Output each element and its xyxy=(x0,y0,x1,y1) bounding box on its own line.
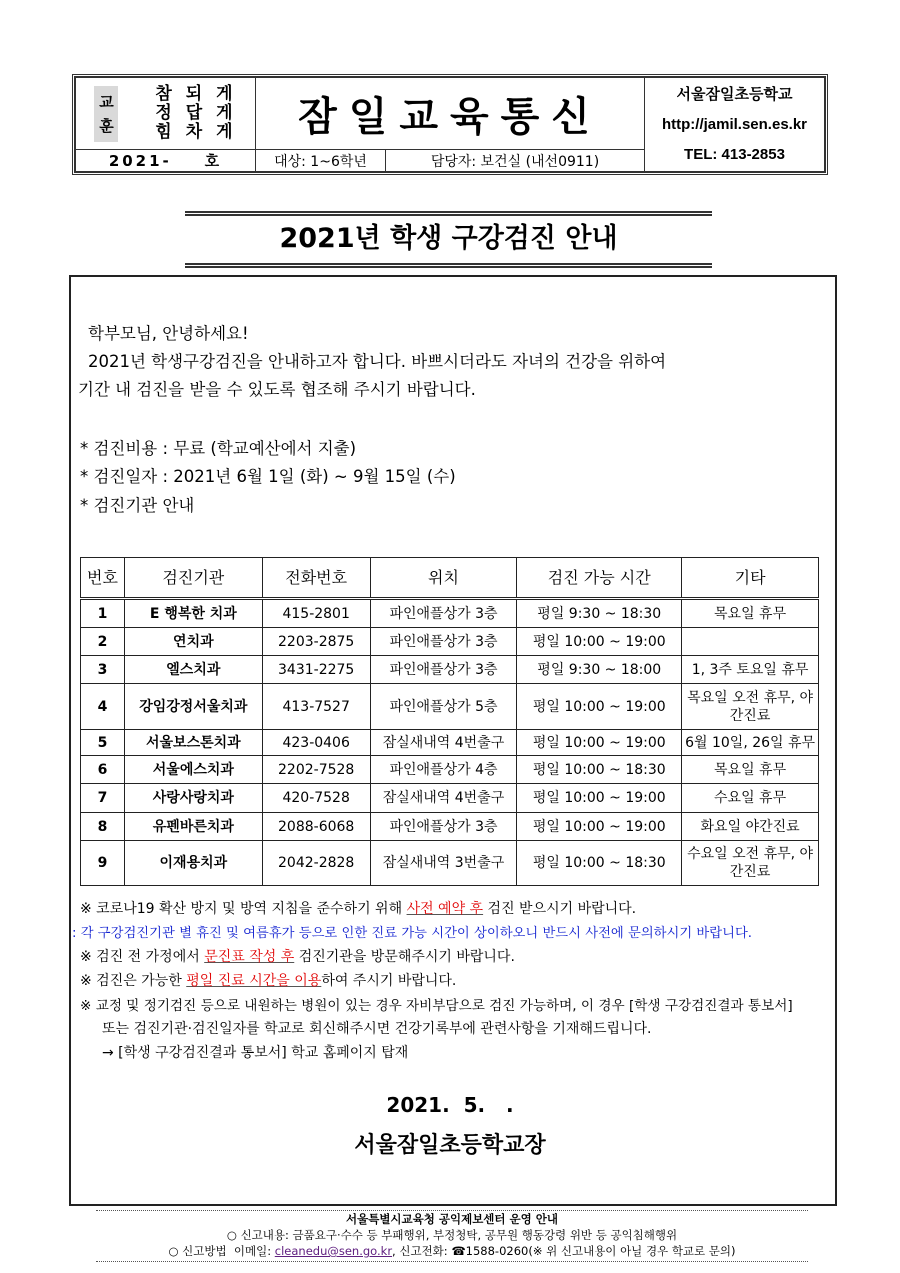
clinic-hours: 평일 9:30 ~ 18:00 xyxy=(517,656,682,684)
clinic-note: 수요일 휴무 xyxy=(682,784,819,813)
footer-line: ○ 신고방법 이메일: cleanedu@sen.go.kr, 신고전화: ☎1588-0260(※ 위 신고내용이 아닐 경우 학교로 문의) xyxy=(168,1244,736,1258)
clinic-name: 유펜바른치과 xyxy=(124,813,262,841)
table-header-row xyxy=(81,558,819,599)
note-private-cont: 또는 검진기관·검진일자를 학교로 회신해주시면 건강기록부에 관련사항을 기재해드립니다. xyxy=(102,1021,652,1037)
clinic-hours: 평일 10:00 ~ 18:30 xyxy=(517,841,682,886)
table-row xyxy=(81,628,819,656)
table-row xyxy=(81,599,819,628)
column-header: 검진 가능 시간 xyxy=(517,558,682,599)
table-row xyxy=(81,756,819,784)
row-number: 1 xyxy=(81,599,125,628)
footer-line: ○ 신고내용: 금품요구·수수 등 부패행위, 부정청탁, 공무원 행동강령 위반 등 공익침해행위 xyxy=(226,1228,678,1242)
clinic-hours: 평일 10:00 ~ 19:00 xyxy=(517,784,682,813)
row-number: 5 xyxy=(81,730,125,756)
column-header: 기타 xyxy=(682,558,819,599)
clinic-name: 서울보스톤치과 xyxy=(124,730,262,756)
clinic-hours: 평일 10:00 ~ 19:00 xyxy=(517,813,682,841)
clinic-hours: 평일 10:00 ~ 18:30 xyxy=(517,756,682,784)
clinic-phone: 423-0406 xyxy=(262,730,370,756)
clinic-note: 화요일 야간진료 xyxy=(682,813,819,841)
table-row xyxy=(81,841,819,886)
clinic-location: 잠실새내역 3번출구 xyxy=(370,841,517,886)
clinic-phone: 2203-2875 xyxy=(262,628,370,656)
issue-number: 2021- 호 xyxy=(76,150,256,172)
newsletter-title: 잠일교육통신 xyxy=(256,78,645,150)
table-row xyxy=(81,784,819,813)
clinic-note: 목요일 휴무 xyxy=(682,599,819,628)
note-weekday: ※ 검진은 가능한 평일 진료 시간을 이용하여 주시기 바랍니다. xyxy=(80,973,457,989)
clinic-note: 1, 3주 토요일 휴무 xyxy=(682,656,819,684)
clinic-hours: 평일 10:00 ~ 19:00 xyxy=(517,684,682,730)
motto-line: 힘 차 게 xyxy=(155,122,237,142)
row-number: 2 xyxy=(81,628,125,656)
row-number: 7 xyxy=(81,784,125,813)
motto-label: 훈 xyxy=(99,116,114,135)
motto-line: 참 되 게 xyxy=(155,84,237,104)
clinic-phone: 413-7527 xyxy=(262,684,370,730)
school-motto xyxy=(76,78,256,150)
clinic-name: E 행복한 치과 xyxy=(124,599,262,628)
table-row xyxy=(81,684,819,730)
issue-date: 2021. 5. . xyxy=(386,1093,514,1117)
clinic-phone: 2088-6068 xyxy=(262,813,370,841)
clinic-note: 6월 10일, 26일 휴무 xyxy=(682,730,819,756)
clinic-location: 파인애플상가 5층 xyxy=(370,684,517,730)
column-header: 검진기관 xyxy=(124,558,262,599)
footer-title: 서울특별시교육청 공익제보센터 운영 안내 xyxy=(346,1212,558,1226)
table-row xyxy=(81,730,819,756)
school-tel: TEL: 413-2853 xyxy=(684,145,785,163)
clinic-location: 파인애플상가 3층 xyxy=(370,599,517,628)
note-reservation: ※ 코로나19 확산 방지 및 방역 지침을 준수하기 위해 사전 예약 후 검진 받으시기 바랍니다. xyxy=(80,901,637,917)
cost-info: * 검진비용 : 무료 (학교예산에서 지출) xyxy=(80,439,357,458)
note-clinic-hours: : 각 구강검진기관 별 휴진 및 여름휴가 등으로 인한 진료 가능 시간이 상이하오니 반드시 사전에 문의하시기 바랍니다. xyxy=(72,926,753,941)
clinic-name: 이재용치과 xyxy=(124,841,262,886)
school-info xyxy=(645,78,825,172)
clinic-note: 목요일 오전 휴무, 야간진료 xyxy=(682,684,819,730)
clinic-note xyxy=(682,628,819,656)
clinic-location: 잠실새내역 4번출구 xyxy=(370,730,517,756)
row-number: 3 xyxy=(81,656,125,684)
clinic-phone: 2042-2828 xyxy=(262,841,370,886)
clinic-hours: 평일 10:00 ~ 19:00 xyxy=(517,730,682,756)
motto-label: 교 xyxy=(99,92,114,111)
note-private: ※ 교정 및 정기검진 등으로 내원하는 병원이 있는 경우 자비부담으로 검진 가능하며, 이 경우 [학생 구강검진결과 통보서] xyxy=(80,998,793,1014)
greeting: 학부모님, 안녕하세요! xyxy=(88,324,249,343)
clinic-phone: 3431-2275 xyxy=(262,656,370,684)
column-header: 위치 xyxy=(370,558,517,599)
clinic-phone: 415-2801 xyxy=(262,599,370,628)
column-header: 전화번호 xyxy=(262,558,370,599)
clinic-name: 강임강정서울치과 xyxy=(124,684,262,730)
motto-line: 정 답 게 xyxy=(155,103,237,123)
document-title: 2021년 학생 구강검진 안내 xyxy=(185,211,712,268)
clinic-hours: 평일 9:30 ~ 18:30 xyxy=(517,599,682,628)
school-url: http://jamil.sen.es.kr xyxy=(661,115,808,133)
newsletter-header xyxy=(72,74,828,175)
clinic-note: 수요일 오전 휴무, 야간진료 xyxy=(682,841,819,886)
intro-line: 기간 내 검진을 받을 수 있도록 협조해 주시기 바랍니다. xyxy=(78,380,476,399)
row-number: 9 xyxy=(81,841,125,886)
clinic-name: 엘스치과 xyxy=(124,656,262,684)
clinic-location: 파인애플상가 4층 xyxy=(370,756,517,784)
note-homepage: → [학생 구강검진결과 통보서] 학교 홈페이지 탑재 xyxy=(102,1045,409,1061)
clinic-location: 파인애플상가 3층 xyxy=(370,628,517,656)
date-info: * 검진일자 : 2021년 6월 1일 (화) ~ 9월 15일 (수) xyxy=(80,467,456,486)
row-number: 6 xyxy=(81,756,125,784)
table-row xyxy=(81,813,819,841)
row-number: 4 xyxy=(81,684,125,730)
column-header: 번호 xyxy=(81,558,125,599)
clinic-name: 서울에스치과 xyxy=(124,756,262,784)
clinic-table xyxy=(80,557,819,886)
contact-person: 담당자: 보건실 (내선0911) xyxy=(386,150,645,172)
school-name: 서울잠일초등학교 xyxy=(676,85,793,103)
highlight-text: 사전 예약 후 xyxy=(406,901,484,917)
highlight-text: 문진표 작성 후 xyxy=(204,949,295,965)
clinic-location: 잠실새내역 4번출구 xyxy=(370,784,517,813)
principal-signature: 서울잠일초등학교장 xyxy=(354,1133,546,1158)
footer-notice xyxy=(96,1210,808,1262)
clinic-location: 파인애플상가 3층 xyxy=(370,656,517,684)
clinic-info-heading: * 검진기관 안내 xyxy=(80,496,195,515)
clinic-name: 연치과 xyxy=(124,628,262,656)
clinic-phone: 420-7528 xyxy=(262,784,370,813)
clinic-location: 파인애플상가 3층 xyxy=(370,813,517,841)
clinic-name: 사랑사랑치과 xyxy=(124,784,262,813)
highlight-text: 평일 진료 시간을 이용 xyxy=(186,973,322,989)
table-row xyxy=(81,656,819,684)
email-link[interactable]: cleanedu@sen.go.kr xyxy=(274,1244,393,1258)
clinic-phone: 2202-7528 xyxy=(262,756,370,784)
intro-line: 2021년 학생구강검진을 안내하고자 합니다. 바쁘시더라도 자녀의 건강을 위하여 xyxy=(88,352,667,371)
clinic-note: 목요일 휴무 xyxy=(682,756,819,784)
row-number: 8 xyxy=(81,813,125,841)
note-questionnaire: ※ 검진 전 가정에서 문진표 작성 후 검진기관을 방문해주시기 바랍니다. xyxy=(80,949,515,965)
target-grades: 대상: 1~6학년 xyxy=(256,150,386,172)
clinic-hours: 평일 10:00 ~ 19:00 xyxy=(517,628,682,656)
